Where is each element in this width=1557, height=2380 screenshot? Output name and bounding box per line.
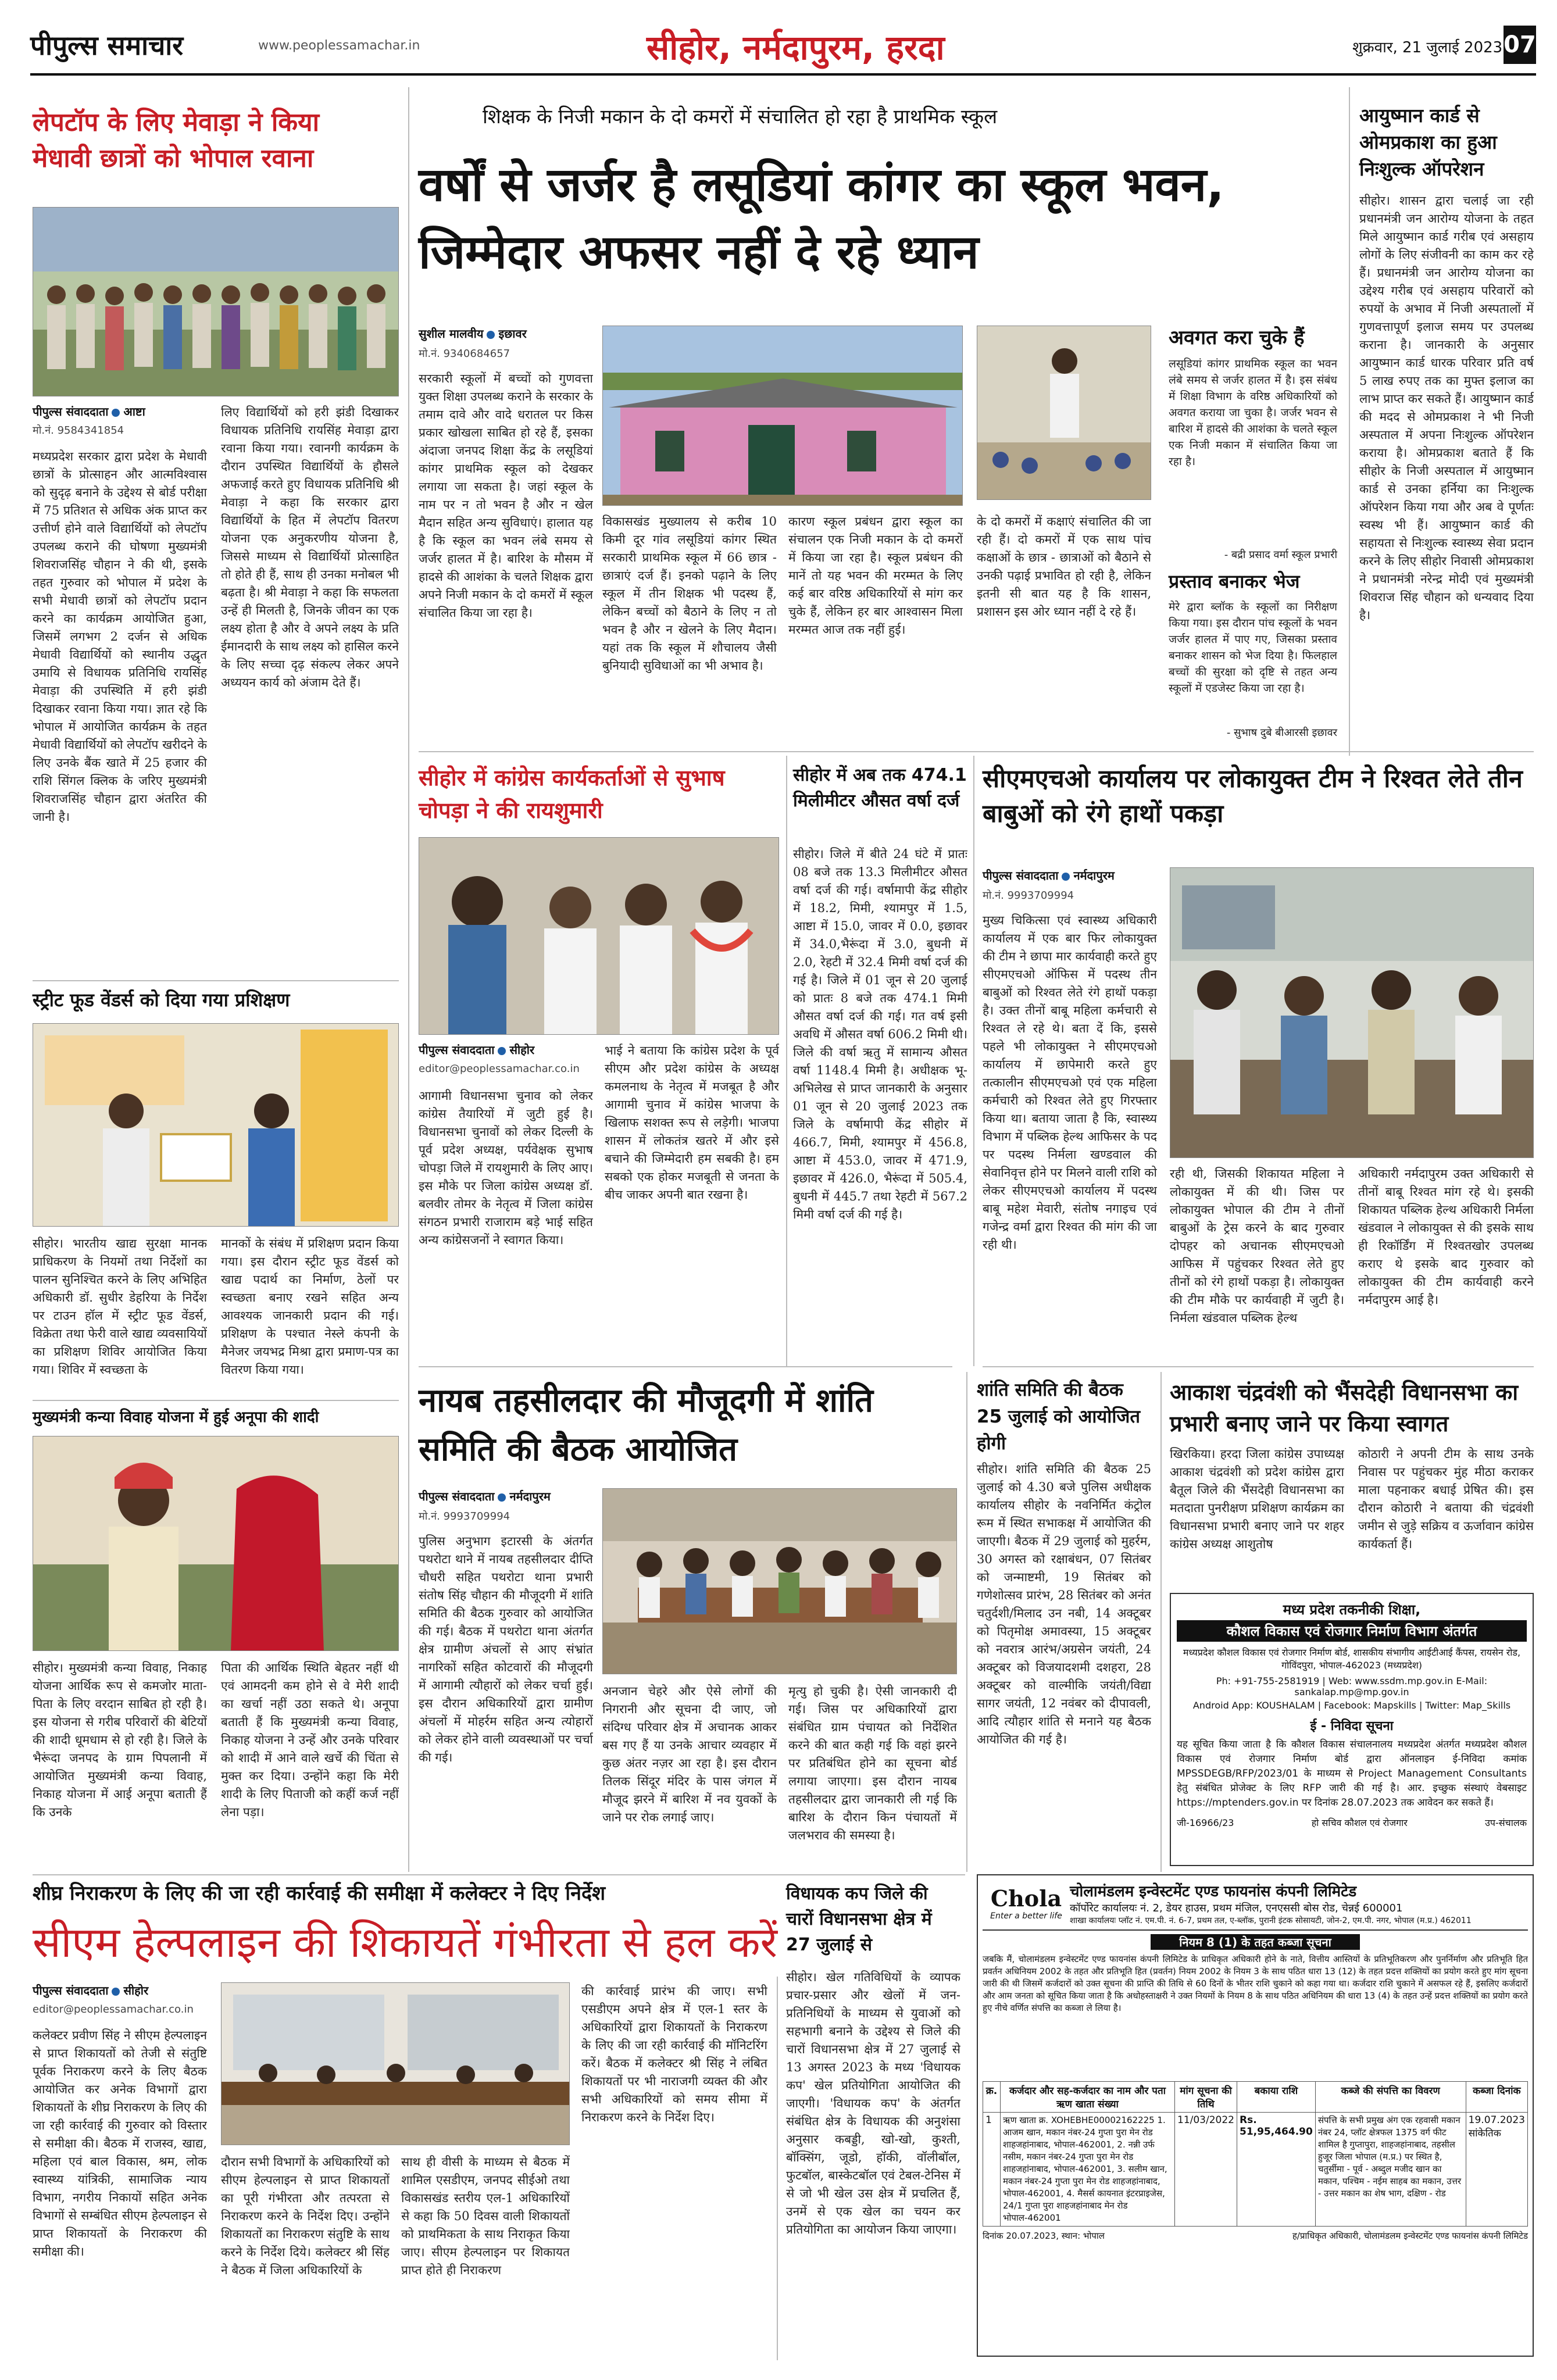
bullet-icon [112,1988,120,1996]
sidebar1-sign: - बद्री प्रसाद वर्मा स्कूल प्रभारी [1224,549,1337,561]
row-number: 1 [983,2113,1001,2227]
a3-body: सीहोर। शासन द्वारा चलाई जा रही प्रधानमंत्री जन आरोग्य योजना के तहत मिले आयुष्मान कार्ड गरीब एवं असहाय लोगों के लिए संजीवनी का काम कर रहे हैं। प्रधानमंत्री जन आरोग्य योजना का उद्देश्य गरीब एवं असहाय परिवारों को रुपयों के अभाव में निजी अस्पतालों में गुणवत्तापूर्ण इलाज समय पर उपलब्ध कराना है। जानकारी के अनुसार आयुष्मान कार्ड धारक परिवार प्रति वर्ष 5 लाख रुपए तक का मुफ्त इलाज का लाभ प्राप्त कर सकते हैं। आयुष्मान कार्ड की मदद से ओमप्रकाश ने भी निजी अस्पताल में अपना निःशुल्क ऑपरेशन कराया है। ओमप्रकाश बताते हैं कि सीहोर के निजी अस्पताल में आयुष्मान कार्ड से उनका हर्निया का निःशुल्क ऑपरेशन किया गया और अब वे पूर्णतः स्वस्थ भी हैं। आयुष्मान कार्ड की सहायता से निःशुल्क स्वास्थ्य सेवा प्रदान करने के लिए सीहोर निवासी ओमप्रकाश ने प्रधानमंत्री नरेन्द्र मोदी एवं मुख्यमंत्री शिवराज सिंह चौहान को धन्यवाद दिया है। [1359,194,1534,622]
a7-body-col1: सीहोर। भारतीय खाद्य सुरक्षा मानक प्राधिकरण के नियमों तथा निर्देशों का पालन सुनिश्चित करने के लिए अभिहित अधिकारी डॉ. सुधीर डेहरिया के निर्देश पर टाउन हॉल में स्ट्रीट फूड वेंडर्स, विक्रेता तथा फेरी वाले खाद्य व्यवसायियों का प्रशिक्षण शिविर आयोजित किया गया। शिविर में स्वच्छता के [33,1237,207,1377]
divider [419,1366,952,1367]
a2-byline [419,326,527,341]
bullet-icon [112,409,120,417]
a9-reporter: पीपुल्स संवाददाता [419,1489,495,1503]
a12-photo [221,1982,570,2145]
a6-phone: मो.नं. 9993709994 [983,889,1074,902]
sidebar2-body: मेरे द्वारा ब्लॉक के स्कूलों का निरीक्षण किया गया। इस दौरान पांच स्कूलों के भवन जर्जर हालत में पाए गए, जिसका प्रस्ताव बनाकर शासन को भेज दिया है। फिलहाल बच्चों की सुरक्षा को दृष्टि से तहत अन्य स्कूलों में एडजेस्ट किया जा रहा है। [1169,601,1337,695]
a6-byline [983,867,1115,883]
col-header: कब्जे की संपत्ति का विवरण [1315,2082,1466,2113]
school-building-image [603,326,963,506]
a6-photo [1170,867,1534,1158]
a12-email[interactable]: editor@peoplessamachar.co.in [33,2003,194,2016]
col-header: क्र. [983,2082,1001,2113]
divider [33,980,399,981]
a2-place: इछावर [498,327,527,341]
a1-byline [33,403,145,419]
header-rule [30,73,1536,76]
a1-reporter: पीपुल्स संवाददाता [33,405,109,419]
a4-headline: सीहोर में कांग्रेस कार्यकर्ताओं से सुभाष चोपड़ा ने की रायशुमारी [419,765,725,823]
a6-place: नर्मदापुरम [1073,869,1115,882]
a10-body: सीहोर। शांति समिति की बैठक 25 जुलाई को 4.30 बजे पुलिस अधीक्षक कार्यालय सीहोर के नवनिर्मित कंट्रोल रूम में स्थित सभाकक्ष में आयोजित की जाएगी। बैठक में 29 जुलाई को मुहर्रम, 30 अगस्त को रक्षाबंधन, 07 सितंबर को जन्माष्टमी, 19 सितंबर को गणेशोत्सव प्रारंभ, 28 सितंबर को अनंत चतुर्दशी/मिलाद उन नबी, 14 अक्टूबर को पितृमोक्ष अमावस्या, 15 अक्टूबर को नवरात्र आरंभ/अग्रसेन जयंती, 24 अक्टूबर को विजयादशमी दशहरा, 28 अक्टूबर को वाल्मीकि जयंती/विद्या सागर जयंती, 12 नवंबर को दीपावली, आदि त्यौहार शांति से मनाने यह बैठक आयोजित की गई है। [977,1462,1151,1746]
congress-meeting-image [419,838,779,1035]
a6-body-col2: रही थी, जिसकी शिकायत महिला ने लोकायुक्त में की थी। जिस पर लोकायुक्त भोपाल की टीम ने तीनों बाबुओं के ट्रेस करने के बाद गुरुवार दोपहर को अचानक सीएमएचओ आफिस में पहुंचकर रिश्वत लेते हुए तीनों को रंगे हाथों पकड़ा है। लोकायुक्त की टीम मौके पर कार्यवाही में जुटी है। निर्मला खंडवाल पब्लिक हेल्थ [1170,1167,1344,1325]
a9-body-col3: मृत्यु हो चुकी है। ऐसी जानकारी दी गई। जिस पर अधिकारियों द्वारा संबंधित ग्राम पंचायत को निर्देशित करने की बात कही गई कि वहां झरने पर प्रतिबंधित होने का सूचना बोर्ड लगाया जाएगा। इस दौरान नायब तहसीलदार द्वारा जानकारी ली गई कि बारिश के दौरान किन पंचायतों में जलभराव की समस्या है। [788,1684,957,1842]
divider [419,751,1534,752]
bullet-icon [1062,873,1070,881]
divider [408,87,409,1872]
group-photo-image [33,208,399,396]
helpline-review-meeting-image [222,1983,570,2145]
divider [786,756,787,1366]
a4-place: सीहोर [509,1043,535,1057]
bullet-icon [487,331,495,339]
a4-photo [419,837,779,1035]
a1-phone: मो.नं. 9584341854 [33,424,124,437]
bullet-icon [498,1047,506,1055]
chola-footer-right: ह/प्राधिकृत अधिकारी, चोलामंडलम इन्वेस्टमेंट एण्ड फायनांस कंपनी लिमिटेड [1292,2231,1528,2241]
row-notice-date: 11/03/2022 [1175,2113,1237,2227]
a5-headline: सीहोर में अब तक 474.1 मिलीमीटर औसत वर्षा दर्ज [793,765,967,811]
divider [777,1977,778,2360]
a9-body-col2: अनजान चेहरे और ऐसे लोगों की निगरानी और सूचना दी जाए, जो संदिग्ध परिवार क्षेत्र में अचानक आकर बस गए हैं या उनके आचार व्यवहार में कुछ अंतर नज़र आ रहा है। इस दौरान तिलक सिंदूर मंदिर के पास जंगल में मौजूद झरने में बारिश में नव युवकों के जाने पर रोक लगाई जाए। [602,1684,777,1824]
a9-photo [602,1488,957,1674]
a12-body-col4: की कार्रवाई प्रारंभ की जाए। सभी एसडीएम अपने क्षेत्र में एल-1 स्तर के अधिकारियों द्वारा शिकायतों के निराकरण के लिए की जा रही कार्रवाई की मॉनिटरिंग करें। बैठक में कलेक्टर श्री सिंह ने लंबित शिकायतों पर भी नाराजगी व्यक्त की और सभी अधिकारियों को समय सीमा में निराकरण करने के निर्देश दिए। [581,1984,767,2124]
a7-headline: स्ट्रीट फूड वेंडर्स को दिया गया प्रशिक्षण [33,989,290,1011]
a8-headline: मुख्यमंत्री कन्या विवाह योजना में हुई अनूपा की शादी [33,1409,319,1426]
a1-place: आष्टा [123,405,145,419]
chola-addr1: कॉर्पोरेट कार्यालयः नं. 2, डेयर हाउस, प्रथम मंजिल, एनएससी बोस रोड, चेन्नई 600001 [1070,1902,1403,1914]
a12-reporter: पीपुल्स संवाददाता [33,1984,109,1997]
wedding-photo-image [33,1436,399,1651]
divider [1349,87,1350,756]
sidebar2-sign: - सुभाष दुबे बीआरसी इछावर [1226,727,1337,739]
a6-headline: सीएमएचओ कार्यालय पर लोकायुक्त टीम ने रिश्वत लेते तीन बाबुओं को रंगे हाथों पकड़ा [983,764,1523,828]
tender-sign2: उप-संचालक [1485,1817,1527,1828]
a7-photo [33,1023,399,1227]
a2-headline: वर्षों से जर्जर है लसूडियां कांगर का स्कूल भवन, जिम्मेदार अफसर नहीं दे रहे ध्यान [419,158,1224,279]
tender-title2: कौशल विकास एवं रोजगार निर्माण विभाग अंतर्गत [1177,1620,1527,1642]
tender-social[interactable]: Android App: KOUSHALAM | Facebook: Mapskills | Twitter: Map_Skills [1192,1700,1511,1711]
a2-body-col4: के दो कमरों में कक्षाएं संचालित की जा रही हैं। दो कमरों में एक साथ पांच कक्षाओं के छात्र - छात्राओं को बैठाने से उनकी पढ़ाई प्रभावित हो रही है, लेकिन इतनी सी बात यह है कि शासन, प्रशासन इस ओर ध्यान नहीं दे रहे हैं। [977,514,1151,619]
a2-phone: मो.नं. 9340684657 [419,348,510,360]
table-row [983,2113,1528,2227]
lokayukta-raid-image [1170,868,1534,1158]
chola-logo: Chola [990,1885,1062,1911]
a7-body-col2: मानकों के संबंध में प्रशिक्षण प्रदान किया गया। इस दौरान स्ट्रीट फूड वेंडर्स को खाद्य पदार्थ का निर्माण, ठेलों पर स्वच्छता बनाए रखने सहित अन्य आवश्यक जानकारी प्रदान की गई। प्रशिक्षण के पश्चात नेस्ले कंपनी के मैनेजर जयभद्र मिश्रा द्वारा प्रमाण-पत्र का वितरण किया गया। [221,1237,399,1377]
tender-sub: मध्यप्रदेश कौशल विकास एवं रोजगार निर्माण बोर्ड, शासकीय संभागीय आईटीआई कैंपस, रायसेन रोड, गोविंदपुरा, भोपाल-462023 (मध्यप्रदेश) [1183,1647,1521,1671]
a5-body: सीहोर। जिले में बीते 24 घंटे में प्रातः 08 बजे तक 13.3 मिलीमीटर औसत वर्षा दर्ज की गई। वर्षामापी केंद्र सीहोर में 18.2, मिमी, श्यामपुर में 1.5, आष्टा में 15.0, जावर में 0.0, इछावर में 34.0,भैरूंदा में 3.0, बुधनी में 2.0, रेहटी में 32.4 मिमी वर्षा दर्ज की गई है। जिले में 01 जून से 20 जुलाई को प्रातः 8 बजे तक 474.1 मिमी औसत वर्षा दर्ज की गई। गत वर्ष इसी अवधि में औसत वर्षा 606.2 मिमी थी। जिले की वर्षा ऋतु में सामान्य औसत वर्षा 1148.4 मिमी है। अधीक्षक भू-अभिलेख से प्राप्त जानकारी के अनुसार 01 जून से 20 जुलाई 2023 तक जिले के वर्षामापी केंद्र सीहोर में 466.7, मिमी, श्यामपुर में 456.8, आष्टा में 453.0, जावर में 471.9, इछावर में 426.0, भैरूंदा में 505.4, बुधनी में 445.7 तथा रेहटी में 567.2 मिमी वर्षा दर्ज की गई है। [793,847,967,1221]
tender-title1: मध्य प्रदेश तकनीकी शिक्षा, [1283,1602,1421,1618]
a9-headline: नायब तहसीलदार की मौजूदगी में शांति समिति की बैठक आयोजित [419,1382,873,1468]
row-possession: 19.07.2023 सांकेतिक [1466,2113,1527,2227]
a1-body-col2: लिए विद्यार्थियों को हरी झंडी दिखाकर विधायक प्रतिनिधि रायसिंह मेवाड़ा द्वारा रवाना किया गया। रवानगी कार्यक्रम के दौरान उपस्थित विद्यार्थियों के हौसले अफजाई करते हुए विधायक प्रतिनिधि श्री मेवाड़ा ने कहा कि सरकार द्वारा विद्यार्थियों के हित में लेपटॉप वितरण योजना एक अनुकरणीय योजना है, जिससे माध्यम से विद्यार्थियों प्रोत्साहित तो होते ही हैं, साथ ही उनका मनोबल भी बढ़ता है। श्री मेवाड़ा ने कहा कि सफलता उन्हें ही मिलती है, जिनके जीवन का एक लक्ष्य होता है और वे अपने लक्ष्य के प्रति ईमानदारी के साथ लक्ष्य को हासिल करने के लिए सच्चा दृढ़ संकल्प लेकर अपने अध्ययन कार्य को अंजाम देते हैं। [221,405,399,689]
a9-phone: मो.नं. 9993709994 [419,1510,510,1523]
tender-ad [1170,1593,1534,1866]
a6-reporter: पीपुल्स संवाददाता [983,869,1059,882]
a11-body-col2: कोठारी ने अपनी टीम के साथ उनके निवास पर पहुंचकर मुंह मीठा कराकर माला पहनाकर बधाई प्रेषित की। इस दौरान कोठारी ने बताया की चंद्रवंशी जमीन से जुड़े सक्रिय व ऊर्जावान कांग्रेस कार्यकर्ता हैं। [1358,1447,1534,1551]
col-header: मांग सूचना की तिथि [1175,2082,1237,2113]
classroom-image [977,326,1151,500]
chola-table [983,2081,1528,2227]
masthead [30,23,1536,73]
a2-kicker: शिक्षक के निजी मकान के दो कमरों में संचालित हो रहा है प्राथमिक स्कूल [483,105,998,128]
chola-title: चोलामंडलम इन्वेस्टमेंट एण्ड फायनांस कंपनी लिमिटेड [1070,1883,1357,1900]
a12-place: सीहोर [123,1984,149,1997]
peace-meeting-image [603,1489,957,1674]
tender-notice: यह सूचित किया जाता है कि कौशल विकास संचालनालय मध्यप्रदेश अंतर्गत मध्यप्रदेश कौशल विकास एवं रोजगार निर्माण बोर्ड द्वारा ऑनलाइन ई-निविदा कमांक MPSSDEGB/RFP/2023/01 के माध्यम से Project Management Consultants हेतु संबंधित प्रोजेक्ट के लिए RFP जारी की गई है। आर. इच्छुक संस्थाएं वेबसाइट https://mptenders.gov.in पर दिनांक 28.07.2023 तक आवेदन कर सकते हैं। [1177,1739,1527,1809]
divider [33,1400,399,1401]
a12-headline: सीएम हेल्पलाइन की शिकायतें गंभीरता से हल करें [33,1918,777,1967]
a12-body-col1: कलेक्टर प्रवीण सिंह ने सीएम हेल्पलाइन से प्राप्त शिकायतों को तेजी से संतुष्टि पूर्वक निराकरण करने के लिए बैठक आयोजित कर अनेक विभागों द्वारा शिकायतों के शीघ्र निराकरण के लिए की जा रही कार्रवाई की गुरुवार को विस्तार से समीक्षा की। बैठक में राजस्व, खाद्य, महिला एवं बाल विकास, श्रम, लोक स्वास्थ्य यांत्रिकी, सामाजिक न्याय विभाग, नगरीय निकायों सहित अनेक विभागों से सम्बंधित सीएम हेल्पलाइन से प्राप्त शिकायतों के निराकरण की समीक्षा की। [33,2028,207,2259]
sidebar1-body: लसूडियां कांगर प्राथमिक स्कूल का भवन लंबे समय से जर्जर हालत में है। इस संबंध में शिक्षा विभाग के वरिष्ठ अधिकारियों को अवगत कराया जा चुका है। जर्जर भवन से बारिश में हादसे की आशंका के चलते स्कूल एक निजी मकान में संचालित किया जा रहा है। [1169,358,1337,468]
tender-contact[interactable]: Ph: +91-755-2581919 | Web: www.ssdm.mp.gov.in E-Mail: sankalap.mp@mp.gov.in [1216,1675,1488,1698]
chola-tagline: Enter a better life [990,1911,1062,1921]
row-amount: Rs. 51,95,464.90 [1237,2113,1315,2227]
tender-sign1: हो सचिव कौशल एवं रोजगार [1311,1817,1408,1828]
divider [973,756,974,1366]
divider [966,1372,967,1872]
a8-body-col1: सीहोर। मुख्यमंत्री कन्या विवाह, निकाह योजना आर्थिक रूप से कमजोर माता-पिता के लिए वरदान साबित हो रही है। इस योजना से गरीब परिवारों की बेटियों की शादी धूमधाम से हो रही है। जिले के भैरूंदा जनपद के ग्राम पिपलानी में आयोजित मुख्यमंत्री कन्या विवाह, निकाह योजना में आई अनूपा बताती हैं कि उनके [33,1661,207,1819]
a13-body: सीहोर। खेल गतिविधियों के व्यापक प्रचार-प्रसार और खेलों में जन-प्रतिनिधियों के माध्यम से युवाओं को सहभागी बनाने के उद्देश्य से जिले की चारों विधानसभा क्षेत्र में 27 जुलाई से 13 अगस्त 2023 के मध्य 'विधायक कप' खेल प्रतियोगिता आयोजित की जाएगी। 'विधायक कप' के अंतर्गत संबंधित क्षेत्र के विधायक की अनुशंसा अनुसार कबड्डी, खो-खो, कुश्ती, बॉक्सिंग, जूडो, हॉकी, वॉलीबॉल, फुटबॉल, बास्केटबॉल एवं टेबल-टेनिस में से जो भी खेल उस क्षेत्र में प्रचलित हैं, उनमें से एक खेल का चयन कर प्रतियोगिता का आयोजन किया जाएगा। [786,1970,960,2236]
a8-photo [33,1436,399,1651]
a4-email[interactable]: editor@peoplessamachar.co.in [419,1063,580,1075]
sidebar1-title: अवगत करा चुके हैं [1169,326,1305,349]
a1-photo [33,207,399,396]
a6-body-col3: अधिकारी नर्मदापुरम उक्त अधिकारी से तीनों बाबू रिश्वत मांग रहे थे। इसकी शिकायत पब्लिक हेल्थ अधिकारी निर्मला खंडवाल ने लोकायुक्त से की इसके साथ ही रिकॉर्डिंग में रिश्वतखोर उपलब्ध कराए थे इसके बाद गुरुवार को लोकायुक्त की टीम कार्यवाही करने नर्मदापुरम आई है। [1358,1167,1534,1307]
divider [33,1874,965,1875]
issue-date: शुक्रवार, 21 जुलाई 2023 [1352,39,1503,56]
a9-byline [419,1488,551,1504]
col-header: कर्जदार और सह-कर्जदार का नाम और पता ऋण खाता संख्या [1001,2082,1175,2113]
sidebar2-title: प्रस्ताव बनाकर भेज [1169,570,1300,592]
divider [983,1366,1534,1367]
tender-ref: जी-16966/23 [1177,1817,1234,1828]
a11-body-col1: खिरकिया। हरदा जिला कांग्रेस उपाध्यक्ष आकाश चंद्रवंशी को प्रदेश कांग्रेस द्वारा बैतूल जिले की भैंसदेही विधानसभा का मतदाता पुनरीक्षण प्रशिक्षण कार्यक्रम का विधानसभा प्रभारी बनाए जाने पर शहर कांग्रेस अध्यक्ष आशुतोष [1170,1447,1344,1551]
a12-body-col2: दौरान सभी विभागों के अधिकारियों को सीएम हेल्पलाइन से प्राप्त शिकायतों का पूरी गंभीरता और तत्परता से निराकरण करने के निर्देश दिए। उन्होंने शिकायतों का निराकरण संतुष्टि के साथ करने के निर्देश दिये। कलेक्टर श्री सिंह ने बैठक में जिला अधिकारियों के [221,2155,390,2277]
chola-rule-title: नियम 8 (1) के तहत कब्जा सूचना [1151,1934,1360,1950]
a2-body-col1: सरकारी स्कूलों में बच्चों को गुणवत्ता युक्त शिक्षा उपलब्ध कराने के सरकार के तमाम दावे और वादे धरातल पर किस प्रकार खोखला साबित हो रहे हैं, इसका अंदाजा जनपद शिक्षा केंद्र के लसूडियां कांगर प्राथमिक स्कूल को देखकर लगाया जा सकता है। जहां स्कूल के नाम पर न तो भवन है और न खेल मैदान सहित अन्य सुविधाएं। हालात यह है कि स्कूल का भवन लंबे समय से जर्जर हालत में है। बारिश के मौसम में हादसे की आशंका के चलते शिक्षक द्वारा अपने निजी मकान के दो कमरों में स्कूल संचालित किया जा रहा है। [419,371,593,620]
chola-ad [977,1874,1534,2357]
a4-reporter: पीपुल्स संवाददाता [419,1043,495,1057]
a3-headline: आयुष्मान कार्ड से ओमप्रकाश का हुआ निःशुल्क ऑपरेशन [1359,104,1497,180]
a2-classroom-photo [977,326,1151,500]
site-url[interactable]: www.peoplessamachar.in [258,38,420,53]
a9-place: नर्मदापुरम [509,1489,551,1503]
a13-headline: विधायक कप जिले की चारों विधानसभा क्षेत्र में 27 जुलाई से [786,1884,932,1955]
region-title: सीहोर, नर्मदापुरम, हरदा [647,28,945,67]
page-number: 07 [1504,26,1536,64]
chola-footer-left: दिनांक 20.07.2023, स्थान: भोपाल [983,2231,1105,2241]
a1-headline: लेपटॉप के लिए मेवाड़ा ने किया मेधावी छात्रों को भोपाल रवाना [33,108,319,173]
a10-headline: शांति समिति की बैठक 25 जुलाई को आयोजित होगी [977,1380,1141,1454]
a9-body-col1: पुलिस अनुभाग इटारसी के अंतर्गत पथरोटा थाने में नायब तहसीलदार दीप्ति चौधरी सहित पथरोटा थाना प्रभारी संतोष सिंह चौहान की मौजूदगी में शांति समिति की बैठक गुरुवार को आयोजित की गई। बैठक में पथरोटा थाना अंतर्गत क्षेत्र ग्रामीण अंचलों से आए संभ्रांत नागरिकों सहित कोटवारों की मौजूदगी में आगामी त्यौहारों को लेकर चर्चा हुई। इस दौरान अधिकारियों द्वारा ग्रामीण अंचलों में मोहर्रम सहित अन्य त्योहारों को लेकर होने वाली व्यवस्थाओं पर चर्चा की गई। [419,1534,593,1764]
a4-byline [419,1042,534,1057]
training-photo-image [33,1024,399,1227]
a4-body-col1: आगामी विधानसभा चुनाव को लेकर कांग्रेस तैयारियों में जुटी हुई है। विधानसभा चुनावों को लेकर दिल्ली के पूर्व प्रदेश अध्यक्ष, पर्यवेक्षक सुभाष चोपड़ा जिले में रायशुमारी के लिए आए। इस मौके पर जिला कांग्रेस अध्यक्ष डॉ. बलवीर तोमर के नेतृत्व में जिला कांग्रेस संगठन प्रभारी राजाराम बड़े भाई सहित अन्य कांग्रेसजनों ने स्वागत किया। [419,1089,593,1247]
a4-body-col2: भाई ने बताया कि कांग्रेस प्रदेश के पूर्व सीएम और प्रदेश कांग्रेस के अध्यक्ष कमलनाथ के नेतृत्व में मजबूत है और आगामी चुनाव में कांग्रेस भाजपा के खिलाफ सशक्त रूप से लड़ेगी। भाजपा शासन में लोकतंत्र खतरे में और इसे बचाने की जिम्मेदारी हम सबकी है। हम सबको एक होकर मजबूती से जनता के बीच जाकर अपनी बात रखना है। [605,1044,779,1202]
tender-notice-title: ई - निविदा सूचना [1310,1719,1394,1734]
a2-school-photo [602,326,963,506]
row-borrower: ऋण खाता क्र. XOHEBHE00002162225 1. आजम खान, मकान नंबर-24 गुप्ता पुरा मेन रोड शाहजहांनाबाद, भोपाल-462001, 2. नन्नी उर्फ नसीम, मकान नंबर-24 गुप्ता पुरा मेन रोड शाहजहांनाबाद, भोपाल-462001, 3. सलीम खान, मकान नंबर-24 गुप्ता पुरा मेन रोड शाहजहांनाबाद, भोपाल-462001, 4. मैसर्स कायनात इंटरप्राइजेस, 24/1 गुप्ता पुरा शाहजहांनाबाद मेन रोड भोपाल-462001 [1001,2113,1175,2227]
bullet-icon [498,1493,506,1502]
a1-body-col1: मध्यप्रदेश सरकार द्वारा प्रदेश के मेधावी छात्रों के प्रोत्साहन और आत्मविश्वास को सुदृढ़ बनाने के उद्देश्य से बोर्ड परीक्षा में 75 प्रतिशत से अधिक अंक प्राप्त कर उत्तीर्ण होने वाले विद्यार्थियों को लेपटॉप उपलब्ध कराने की घोषणा मुख्यमंत्री शिवराजसिंह चौहान ने की थी, इसके तहत गुरुवार को भोपाल में प्रदेश के सभी मेधावी छात्रों को लेपटॉप प्रदान करने का कार्यक्रम आयोजित हुआ, जिसमें लगभग 2 दर्जन से अधिक मेधावी विद्यार्थियों को स्थानीय उद्धृत उमायि से विधायक प्रतिनिधि रायसिंह मेवाड़ा की उपस्थिति में हरी झंडी दिखाकर रवाना किया गया। ज्ञात रहे कि भोपाल में आयोजित कार्यक्रम के तहत मेधावी विद्यार्थियों को लेपटॉप खरीदने के लिए उनके बैंक खाते में 25 हजार की राशि सिंगल क्लिक के जरिए मुख्यमंत्री शिवराजसिंह चौहान द्वारा अंतरित की जानी है। [33,449,207,824]
a2-body-col3: कारण स्कूल प्रबंधन द्वारा स्कूल का संचालन एक निजी मकान के दो कमरों में किया जा रहा है। स्कूल प्रबंधन की मानें तो यह भवन की मरम्मत के लिए कई बार वरिष्ठ अधिकारियों से मांग कर चुके हैं, लेकिन हर बार आश्वासन मिला मरम्मत आज तक नहीं हुई। [788,514,963,637]
divider [1160,1372,1162,1872]
a2-body-col2: विकासखंड मुख्यालय से करीब 10 किमी दूर गांव लसूडियां कांगर स्थित सरकारी प्राथमिक स्कूल में 66 छात्र - छात्राएं दर्ज हैं। इनको पढ़ाने के लिए स्कूल में तीन शिक्षक भी पदस्थ हैं, लेकिन बच्चों को बैठाने के लिए न तो भवन है और न खेलने के लिए मैदान। यहां तक कि स्कूल में शौचालय जैसी बुनियादी सुविधाओं का भी अभाव है। [602,514,777,673]
paper-logo: पीपुल्स समाचार [30,30,184,61]
a8-body-col2: पिता की आर्थिक स्थिति बेहतर नहीं थी एवं आमदनी कम होने से वे मेरी शादी का खर्चा नहीं उठा सकते थे। अनूपा बताती हैं कि मुख्यमंत्री कन्या विवाह, निकाह योजना ने उन्हें और उनके परिवार को शादी में आने वाले खर्चे की चिंता से मुक्त कर दिया। उन्होंने कहा कि मेरी शादी के लिए पिताजी को कहीं कर्ज नहीं लेना पड़ा। [221,1661,399,1819]
a12-body-col3: साथ ही वीसी के माध्यम से बैठक में शामिल एसडीएम, जनपद सीईओ तथा विकासखंड स्तरीय एल-1 अधिकारियों से कहा कि 50 दिवस वाली शिकायतों को प्राथमिकता के साथ निराकृत किया जाए। सीएम हेल्पलाइन पर शिकायत प्राप्त होते ही निराकरण [401,2155,570,2277]
row-property: संपत्ति के सभी प्रमुख अंग एक रहवासी मकान नंबर 24, प्लॉट क्षेत्रफल 1375 वर्ग फीट शामिल है गुप्तापुरा, शाहजहांनाबाद, तहसील हुजूर जिला भोपाल (म.प्र.) पर स्थित है, चतुर्सीमा - पूर्व - अब्दुल मजीद खान का मकान, पश्चिम - नईम साहब का मकान, उत्तर - उत्तर मकान का शेष भाग, दक्षिण - रोड [1315,2113,1466,2227]
a2-reporter: सुशील मालवीय [419,327,484,341]
a6-body-col1: मुख्य चिकित्सा एवं स्वास्थ्य अधिकारी कार्यालय में एक बार फिर लोकायुक्त की टीम ने छापा मार कार्यवाही करते हुए सीएमएचओ ऑफिस में पदस्थ तीन बाबुओं को रिश्वत लेते रंगे हाथों पकड़ा है। उक्त तीनों बाबू महिला कर्मचारी से रिश्वत ले रहे थे। बता दें कि, इससे पहले भी लोकायुक्त ने सीएमएचओ कार्यालय में छापेमारी करते हुए तत्कालीन सीएमएचओ एवं एक महिला कर्मचारी को रिश्वत लेते हुए गिरफ्तार किया था। बताया जाता है कि, स्वास्थ्य विभाग में पब्लिक हेल्थ आफिसर के पद पर पदस्थ निर्मला खण्डवाल की सेवानिवृत्त होने पर मिलने वाली राशि को लेकर सीएमएचओ कार्यालय में पदस्थ बाबू महेश मेवारी, संतोष नगाइच एवं गजेन्द्र वर्मा द्वारा रिश्वत की मांग की जा रही थी। [983,913,1157,1252]
a12-kicker: शीघ्र निराकरण के लिए की जा रही कार्रवाई की समीक्षा में कलेक्टर ने दिए निर्देश [33,1882,606,1905]
col-header: कब्जा दिनांक [1466,2082,1527,2113]
a12-byline [33,1982,148,1998]
col-header: बकाया राशि [1237,2082,1315,2113]
a11-headline: आकाश चंद्रवंशी को भैंसदेही विधानसभा का प्रभारी बनाए जाने पर किया स्वागत [1170,1380,1519,1436]
chola-rule-body: जबकि मैं, चोलामंडलम इन्वेस्टमेंट एण्ड फायनांस कंपनी लिमिटेड के प्राधिकृत अधिकारी होने के नाते, वित्तीय आस्तियों के प्रतिभूतिकरण और पुनर्निर्माण और प्रतिभूति हित प्रवर्तन अधिनियम 2002 के तहत और प्रतिभूति हित (प्रवर्तन) नियम 2002 के नियम 3 के साथ पठित धारा 13 (12) के तहत प्रदत्त शक्तियों का प्रयोग करते हुए मांग सूचना जारी की थी जिसमें कर्जदारों को उक्त सूचना की प्राप्ति की तिथि से 60 दिनों के भीतर राशि चुकाने को कहा गया था। कर्जदार राशि चुकाने में असफल रहे हैं, इसलिए कर्जदारों और आम जनता को सूचित किया जाता है कि अधोहस्ताक्षरी ने उक्त नियमों के नियम 8 के साथ पठित अधिनियम की धारा 13 (4) के तहत उन्हें प्रदत्त शक्तियों का प्रयोग करते हुए नीचे वर्णित संपत्ति का कब्जा ले लिया है। [983,1954,1528,2013]
chola-addr2: शाखा कार्यालयः प्लॉट नं. एम.पी. नं. 6-7, प्रथम तल, ए-ब्लॉक, पुरानी इंटक सोसायटी, जोन-2, एम.पी. नगर, भोपाल (म.प्र.) 462011 [1070,1916,1472,1925]
